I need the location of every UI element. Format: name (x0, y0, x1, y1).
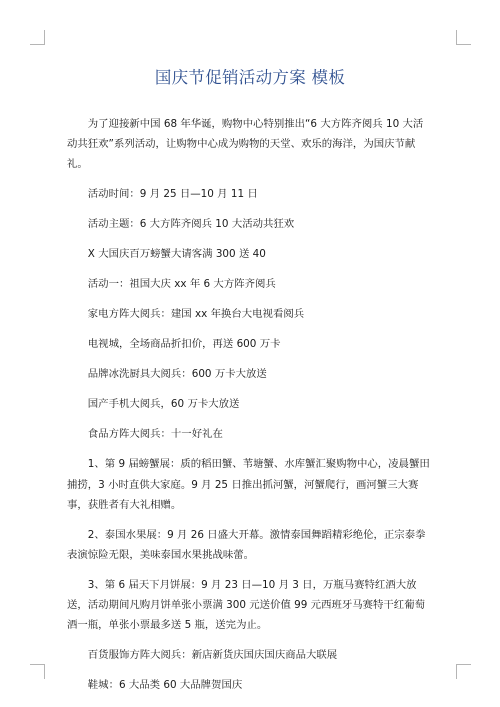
document-title: 国庆节促销活动方案 模板 (154, 68, 346, 87)
mooncake-paragraph: 3、第 6 届天下月饼展：9 月 23 日—10 月 3 日，万瓶马赛特红酒大放送，活动期间凡购月饼单张小票满 300 元送价值 99 元西班牙马赛特干红葡萄酒一瓶，单张小票最多送 5 瓶，送完为止。 (67, 579, 425, 632)
apparel-parade: 百货服饰方阵大阅兵：新店新货庆国庆国庆商品大联展 (87, 649, 338, 662)
phone-parade: 国产手机大阅兵，60 万卡大放送 (87, 398, 240, 411)
intro-paragraph: 为了迎接新中国 68 年华诞，购物中心特别推出“6 大方阵齐阅兵 10 大活动共狂欢”系列活动，让购物中心成为购物的天堂、欢乐的海洋，为国庆节献礼。 (67, 118, 424, 171)
food-parade: 食品方阵大阅兵：十一好礼在 (87, 428, 223, 441)
activity-time: 活动时间：9 月 25 日—10 月 11 日 (87, 188, 258, 201)
appliance-parade: 家电方阵大阅兵：建国 xx 年换台大电视看阅兵 (87, 308, 305, 321)
shoe-city: 鞋城：6 大品类 60 大品牌贺国庆 (87, 679, 243, 692)
crop-mark-top-left (30, 30, 45, 45)
crab-offer: X 大国庆百万螃蟹大请客满 300 送 40 (87, 248, 266, 261)
tv-city: 电视城，全场商品折扣价，再送 600 万卡 (87, 338, 281, 351)
crop-mark-bottom-left (30, 664, 45, 679)
crop-mark-top-right (456, 30, 471, 45)
thai-fruit-paragraph: 2、泰国水果展：9 月 26 日盛大开幕。激情泰国舞蹈精彩绝伦，正宗泰拳表演惊险无限，美味泰国水果挑战味蕾。 (67, 528, 426, 562)
crop-mark-bottom-right (456, 664, 471, 679)
document-body (67, 114, 433, 705)
activity-one: 活动一：祖国大庆 xx 年 6 大方阵齐阅兵 (87, 278, 276, 291)
crab-expo-paragraph: 1、第 9 届螃蟹展：质的稻田蟹、苇塘蟹、水库蟹汇聚购物中心，凌晨蟹田捕捞，3 小时直供大家庭。9 月 25 日推出抓河蟹，河蟹爬行，画河蟹三大赛事，获胜者有大礼相赠。 (67, 458, 430, 511)
kitchen-parade: 品牌冰洗厨具大阅兵：600 万卡大放送 (87, 368, 267, 381)
activity-theme: 活动主题：6 大方阵齐阅兵 10 大活动共狂欢 (87, 218, 295, 231)
